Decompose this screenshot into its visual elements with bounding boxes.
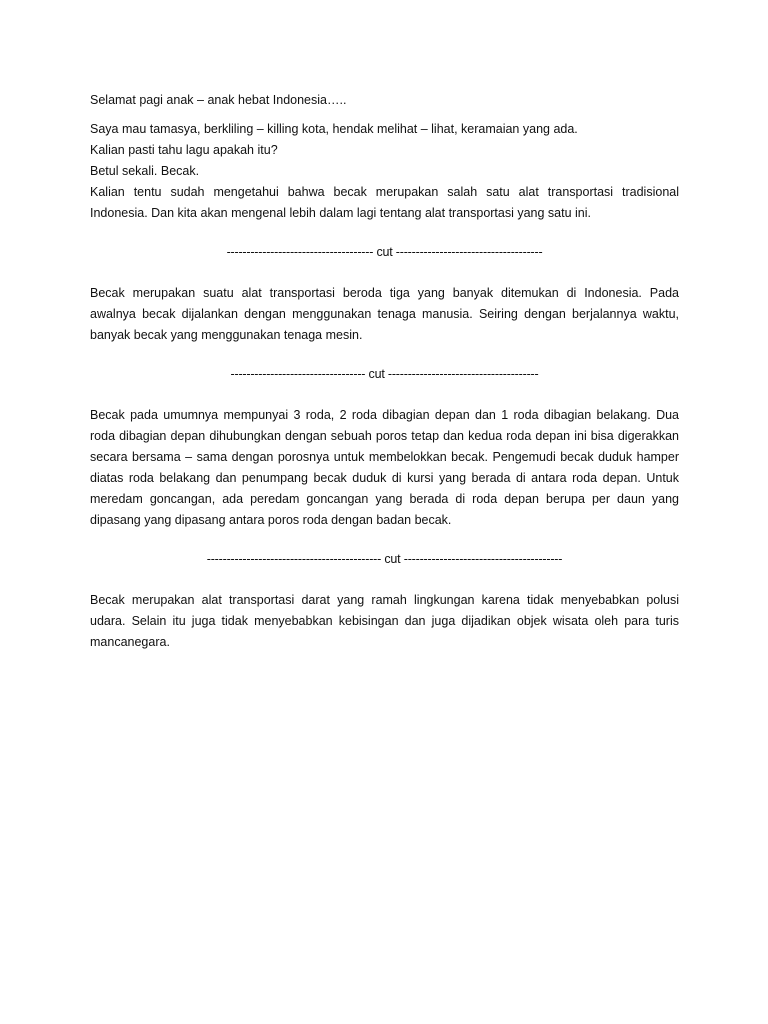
greeting-line <box>90 90 679 111</box>
paragraph-3 <box>90 590 679 653</box>
paragraph-2-line-2: roda dibagian depan dihubungkan dengan sebuah poros tetap dan kedua roda depan ini bisa digerakkan <box>90 429 679 443</box>
paragraph-3-line-1: Becak merupakan alat transportasi darat yang ramah lingkungan karena tidak menyebabkan polusi <box>90 593 679 607</box>
paragraph-1-line-1: Becak merupakan suatu alat transportasi beroda tiga yang banyak ditemukan di Indonesia. Pada <box>90 286 679 300</box>
cut-separator-3: -------------------------------------------- cut ---------------------------------------- <box>206 552 563 566</box>
intro-line-2: Kalian pasti tahu lagu apakah itu? <box>90 143 278 157</box>
paragraph-2-line-3: secara bersama – sama dengan porosnya untuk membelokkan becak. Pengemudi becak duduk hamper <box>90 450 679 464</box>
paragraph-3-line-2: udara. Selain itu juga tidak menyebabkan kebisingan dan juga dijadikan objek wisata oleh para turis <box>90 614 679 628</box>
paragraph-1-line-3: banyak becak yang menggunakan tenaga mesin. <box>90 328 363 342</box>
paragraph-3-line-3: mancanegara. <box>90 635 170 649</box>
paragraph-2-line-4: diatas roda belakang dan penumpang becak duduk di kursi yang berada di antara roda depan. Untuk <box>90 471 679 485</box>
document-page <box>90 90 679 671</box>
paragraph-2-line-6: dipasang yang dipasang antara poros roda dengan badan becak. <box>90 513 452 527</box>
paragraph-1-line-2: awalnya becak dijalankan dengan menggunakan tenaga manusia. Seiring dengan berjalannya waktu, <box>90 307 679 321</box>
greeting-text: Selamat pagi anak – anak hebat Indonesia….. <box>90 93 347 107</box>
intro-line-1: Saya mau tamasya, berkliling – killing kota, hendak melihat – lihat, keramaian yang ada. <box>90 122 578 136</box>
paragraph-2 <box>90 405 679 531</box>
intro-line-4: Kalian tentu sudah mengetahui bahwa becak merupakan salah satu alat transportasi tradisional <box>90 185 679 199</box>
paragraph-2-line-1: Becak pada umumnya mempunyai 3 roda, 2 roda dibagian depan dan 1 roda dibagian belakang. Dua <box>90 408 679 422</box>
cut-separator-1: ------------------------------------- cut ------------------------------------- <box>226 245 543 259</box>
cut-separator-2: ---------------------------------- cut -------------------------------------- <box>230 367 539 381</box>
intro-line-5: Indonesia. Dan kita akan mengenal lebih dalam lagi tentang alat transportasi yang satu ini. <box>90 206 592 220</box>
intro-paragraph <box>90 119 679 224</box>
intro-line-3: Betul sekali. Becak. <box>90 164 200 178</box>
paragraph-1 <box>90 283 679 346</box>
paragraph-2-line-5: meredam goncangan, ada peredam goncangan yang berada di roda depan berupa per daun yang <box>90 492 679 506</box>
